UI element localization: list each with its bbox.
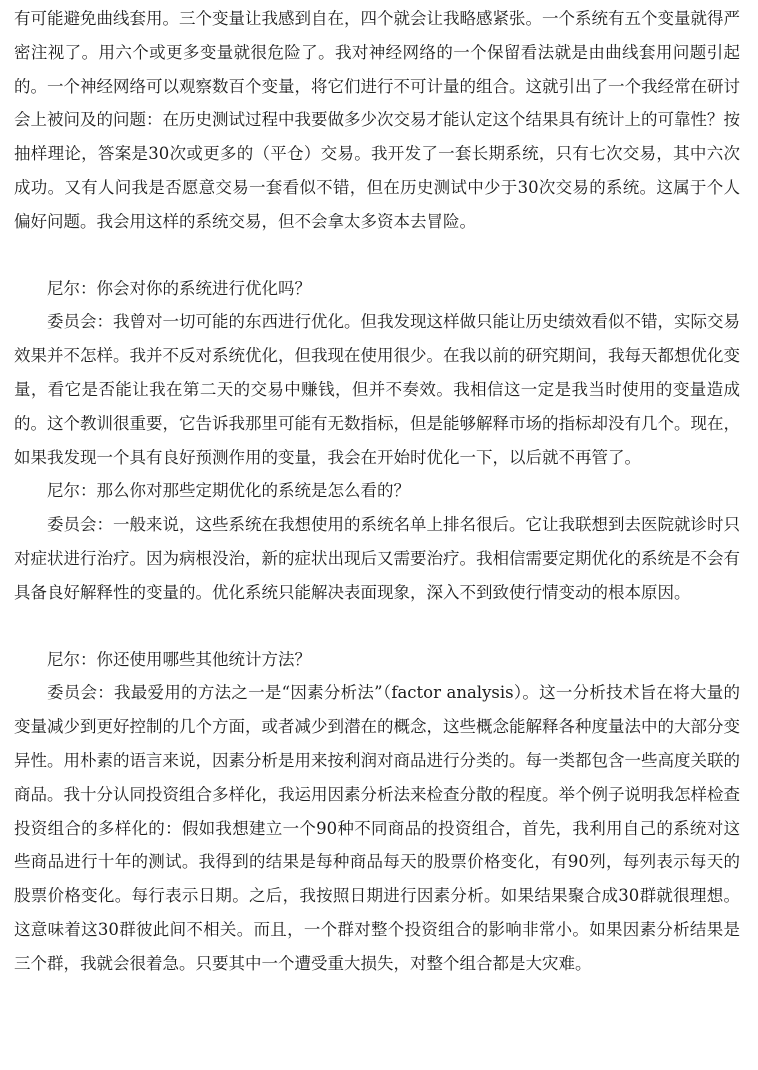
question-statistical-methods: 尼尔：你还使用哪些其他统计方法？ <box>47 649 311 669</box>
section-gap <box>14 239 740 272</box>
answer-optimization: 委员会：我曾对一切可能的东西进行优化。但我发现这样做只能让历史绩效看似不错，实际交易效果并不怎样。我并不反对系统优化，但我现在使用很少。在我以前的研究期间，我每天都想优化变量，看它是否能让我在第二天的交易中赚钱，但并不奏效。我相信这一定是我当时使用的变量造成的。这个教训很重要，它告诉我那里可能有无数指标，但是能够解释市场的指标却没有几个。现在，如果我发现一个具有良好预测作用的变量，我会在开始时优化一下，以后就不再管了。 <box>14 312 740 467</box>
answer-periodic-optimization: 委员会：一般来说，这些系统在我想使用的系统名单上排名很后。它让我联想到去医院就诊时只对症状进行治疗。因为病根没治，新的症状出现后又需要治疗。我相信需要定期优化的系统是不会有具备良好解释性的变量的。优化系统只能解决表面现象，深入不到致使行情变动的根本原因。 <box>14 515 740 602</box>
question-optimization: 尼尔：你会对你的系统进行优化吗？ <box>47 278 311 298</box>
book-page <box>14 2 740 981</box>
section-gap <box>14 610 740 643</box>
answer-factor-analysis: 委员会：我最爱用的方法之一是“因素分析法”（factor analysis）。这一分析技术旨在将大量的变量减少到更好控制的几个方面，或者减少到潜在的概念，这些概念能解释各种度量法中的大部分变异性。用朴素的语言来说，因素分析是用来按利润对商品进行分类的。每一类都包含一些高度关联的商品。我十分认同投资组合多样化，我运用因素分析法来检查分散的程度。举个例子说明我怎样检查投资组合的多样化的：假如我想建立一个90种不同商品的投资组合，首先，我利用自己的系统对这些商品进行十年的测试。我得到的结果是每种商品每天的股票价格变化，有90列，每列表示每天的股票价格变化。每行表示日期。之后，我按照日期进行因素分析。如果结果聚合成30群就很理想。这意味着这30群彼此间不相关。而且，一个群对整个投资组合的影响非常小。如果因素分析结果是三个群，我就会很着急。只要其中一个遭受重大损失，对整个组合都是大灾难。 <box>14 683 740 973</box>
paragraph-curve-fitting: 有可能避免曲线套用。三个变量让我感到自在，四个就会让我略感紧张。一个系统有五个变量就得严密注视了。用六个或更多变量就很危险了。我对神经网络的一个保留看法就是由曲线套用问题引起的。一个神经网络可以观察数百个变量，将它们进行不可计量的组合。这就引出了一个我经常在研讨会上被问及的问题：在历史测试过程中我要做多少次交易才能认定这个结果具有统计上的可靠性？按抽样理论，答案是30次或更多的（平仓）交易。我开发了一套长期系统，只有七次交易，其中六次成功。又有人问我是否愿意交易一套看似不错，但在历史测试中少于30次交易的系统。这属于个人偏好问题。我会用这样的系统交易，但不会拿太多资本去冒险。 <box>14 9 740 231</box>
question-periodic-optimization: 尼尔：那么你对那些定期优化的系统是怎么看的？ <box>47 481 410 501</box>
